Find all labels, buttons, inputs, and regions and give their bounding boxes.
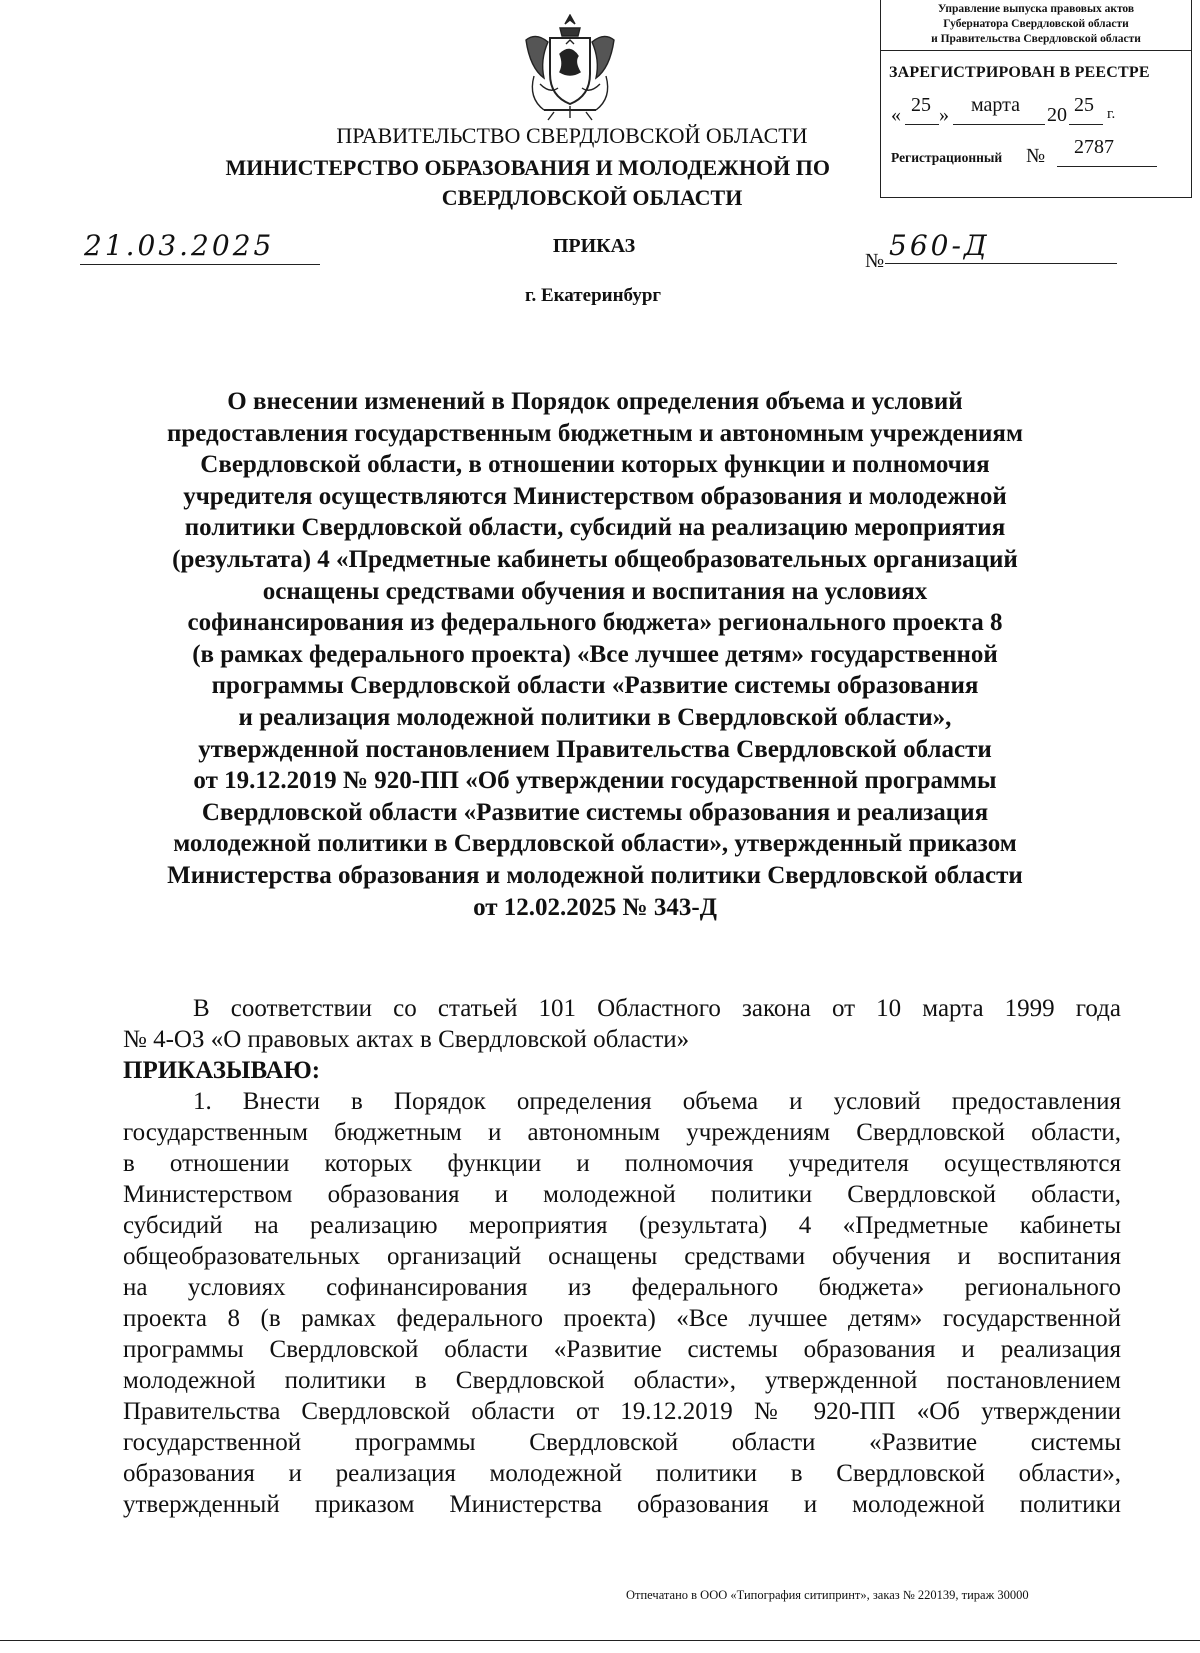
- title-line: утвержденной постановлением Правительства Свердловской области: [198, 735, 992, 763]
- item1-line: программы Свердловской области «Развитие системы образования и реализация: [123, 1336, 1121, 1363]
- document-title: [110, 386, 1080, 923]
- title-line: политики Свердловской области, субсидий на реализацию мероприятия: [184, 514, 1006, 542]
- page-bottom-rule: [0, 1640, 1200, 1641]
- print-footer: Отпечатано в ООО «Типография ситипринт», заказ № 220139, тираж 30000: [626, 1588, 1029, 1602]
- preamble-line: № 4-ОЗ «О правовых актах в Свердловской области»: [123, 1026, 690, 1053]
- stamp-day: 25: [911, 94, 931, 116]
- preamble-line: В соответствии со статьей 101 Областного закона от 10 марта 1999 года: [193, 995, 1121, 1022]
- document-body: [123, 993, 1121, 1520]
- order-word: ПРИКАЗЫВАЮ:: [123, 1057, 321, 1084]
- stamp-header-line: Управление выпуска правовых актов: [937, 3, 1135, 15]
- stamp-header: [881, 2, 1191, 51]
- stamp-reg-number-label: Регистрационный: [891, 150, 1003, 165]
- item1-line: Правительства Свердловской области от 19.12.2019 № 920-ПП «Об утверждении: [123, 1398, 1121, 1425]
- stamp-reg-number: 2787: [1074, 136, 1114, 158]
- title-line: предоставления государственным бюджетным и автономным учреждениям: [166, 419, 1023, 447]
- title-line: О внесении изменений в Порядок определения объема и условий: [227, 388, 963, 415]
- stamp-registered-label: ЗАРЕГИСТРИРОВАН В РЕЕСТРЕ: [889, 64, 1150, 81]
- title-line: Свердловской области «Развитие системы образования и реализация: [201, 798, 989, 826]
- document-type: ПРИКАЗ: [552, 235, 636, 257]
- title-line: софинансирования из федерального бюджета» регионального проекта 8: [187, 609, 1003, 637]
- stamp-close-quote: »: [939, 104, 949, 126]
- title-line: от 19.12.2019 № 920-ПП «Об утверждении государственной программы: [193, 767, 997, 795]
- title-line: Свердловской области, в отношении которых функции и полномочия: [200, 451, 990, 479]
- item1-line: образования и реализация молодежной политики в Свердловской области»,: [123, 1460, 1121, 1487]
- title-line: и реализация молодежной политики в Свердловской области»,: [238, 703, 952, 731]
- title-line: молодежной политики в Свердловской области», утвержденный приказом: [173, 830, 1017, 858]
- stamp-month: марта: [971, 94, 1020, 116]
- item1-line: Министерством образования и молодежной политики Свердловской области,: [123, 1181, 1121, 1208]
- government-name: ПРАВИТЕЛЬСТВО СВЕРДЛОВСКОЙ ОБЛАСТИ: [336, 123, 808, 148]
- item1-line: молодежной политики в Свердловской области», утвержденной постановлением: [123, 1367, 1121, 1394]
- item1-line: проекта 8 (в рамках федерального проекта) «Все лучшее детям» государственной: [123, 1305, 1121, 1332]
- stamp-header-line: и Правительства Свердловской области: [931, 33, 1141, 45]
- item1-line: 1. Внести в Порядок определения объема и условий предоставления: [193, 1088, 1121, 1115]
- item1-line: государственным бюджетным и автономным учреждениям Свердловской области,: [123, 1119, 1121, 1146]
- ministry-name: МИНИСТЕРСТВО ОБРАЗОВАНИЯ И МОЛОДЕЖНОЙ ПО: [225, 155, 830, 180]
- item1-line: общеобразовательных организаций оснащены средствами обучения и воспитания: [123, 1243, 1121, 1270]
- ministry-name-line2: СВЕРДЛОВСКОЙ ОБЛАСТИ: [441, 185, 743, 210]
- title-line: программы Свердловской области «Развитие системы образования: [211, 672, 979, 700]
- title-line: учредителя осуществляются Министерством образования и молодежной: [183, 482, 1007, 510]
- stamp-open-quote: «: [891, 104, 901, 126]
- handwritten-date: 21.03.2025: [80, 228, 320, 265]
- item1-line: утвержденный приказом Министерства образования и молодежной политики: [123, 1491, 1121, 1518]
- item1-line: субсидий на реализацию мероприятия (результата) 4 «Предметные кабинеты: [123, 1212, 1121, 1239]
- stamp-year-abbr: г.: [1107, 106, 1116, 122]
- city: г. Екатеринбург: [524, 285, 662, 306]
- title-line: оснащены средствами обучения и воспитания на условиях: [262, 577, 928, 605]
- stamp-year-prefix: 20: [1047, 104, 1067, 126]
- coat-of-arms-icon: [520, 14, 620, 122]
- title-line: (результата) 4 «Предметные кабинеты общеобразовательных организаций: [172, 545, 1018, 573]
- item1-line: на условиях софинансирования из федерального бюджета» регионального: [123, 1274, 1121, 1301]
- stamp-year-suffix: 25: [1074, 94, 1094, 116]
- title-line: Министерства образования и молодежной политики Свердловской области: [167, 861, 1023, 889]
- title-line: (в рамках федерального проекта) «Все лучшее детям» государственной: [192, 640, 998, 668]
- number-label: №: [865, 250, 885, 272]
- stamp-header-line: Губернатора Свердловской области: [943, 18, 1129, 30]
- stamp-reg-number-sign: №: [1026, 145, 1046, 167]
- item1-line: государственной программы Свердловской области «Развитие системы: [123, 1429, 1121, 1456]
- item1-line: в отношении которых функции и полномочия учредителя осуществляются: [123, 1150, 1121, 1177]
- handwritten-number: 560-Д: [885, 228, 1117, 264]
- title-line: от 12.02.2025 № 343-Д: [473, 893, 717, 921]
- registration-stamp: [880, 0, 1192, 198]
